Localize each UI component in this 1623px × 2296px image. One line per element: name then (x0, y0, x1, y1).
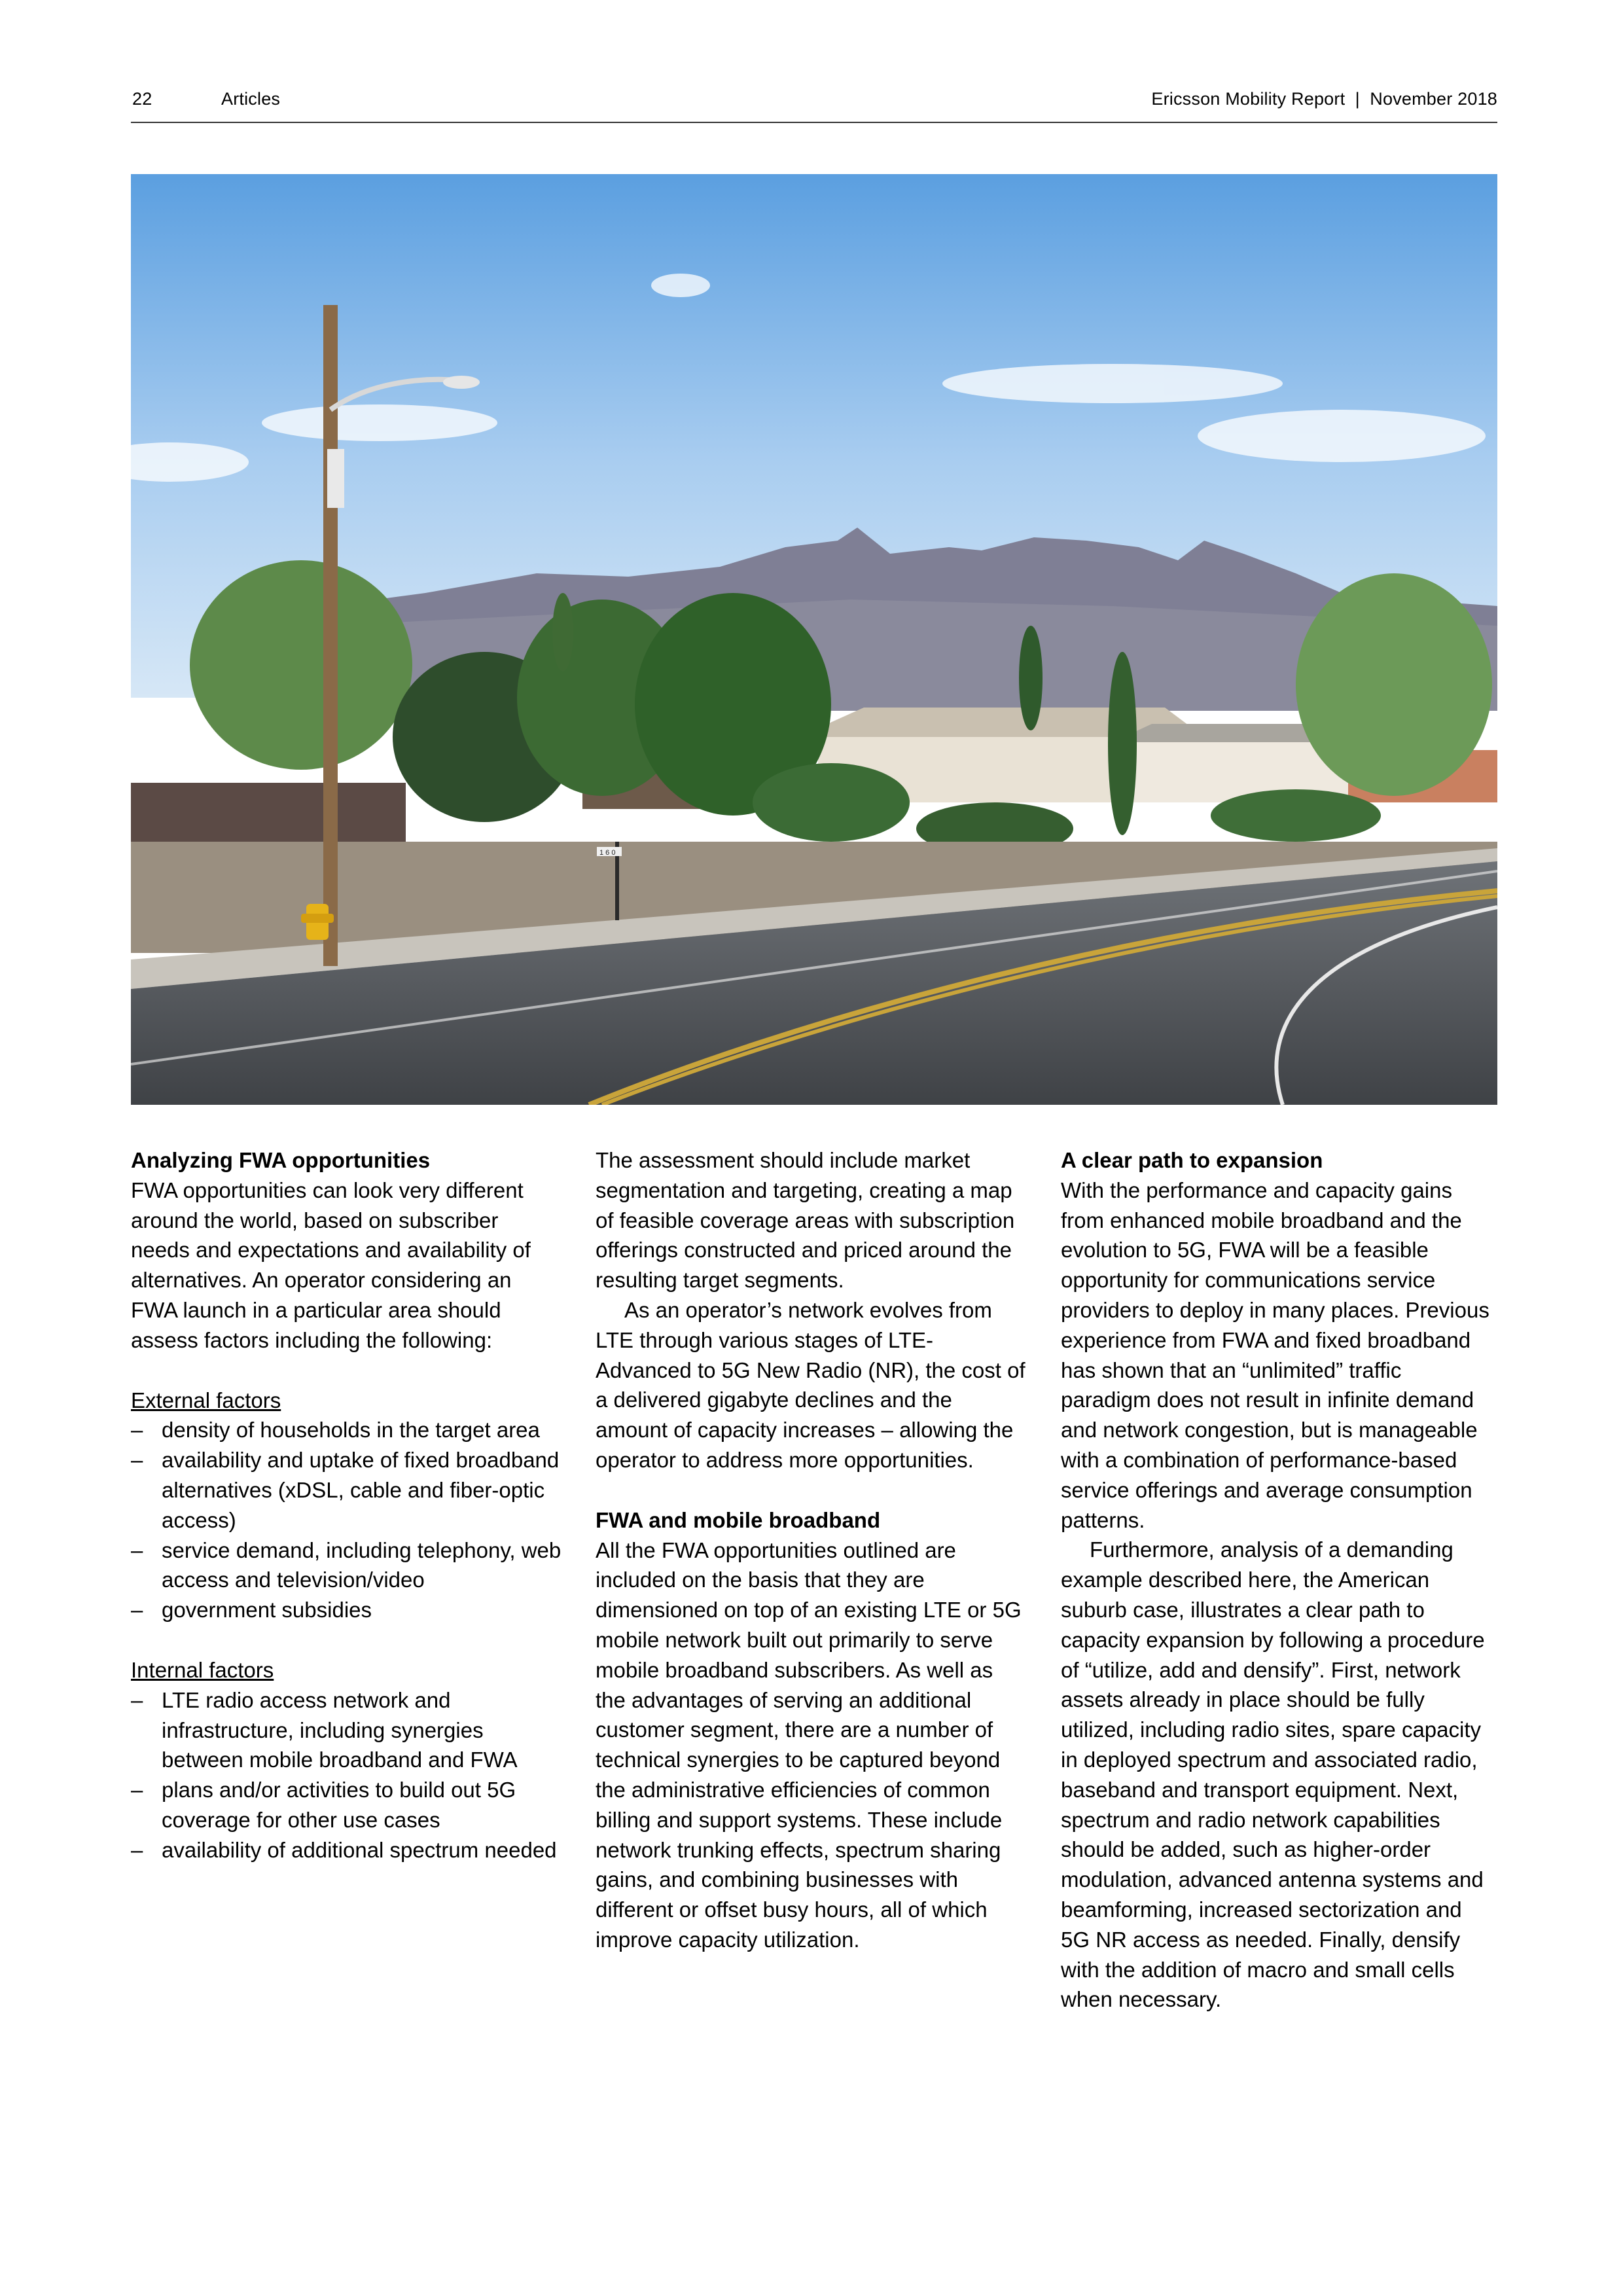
report-title: Ericsson Mobility Report | November 2018 (1151, 89, 1497, 109)
page-number: 22 (132, 89, 152, 109)
column-1 (131, 1145, 563, 1865)
col2-para1: The assessment should include market segmentation and targeting, creating a map of feasible coverage areas with subscription offerings constructed and priced around the resulting target segments. (596, 1148, 1015, 1293)
list-item: – availability of additional spectrum needed (131, 1835, 563, 1865)
col3-para1: With the performance and capacity gains from enhanced mobile broadband and the evolution to 5G, FWA will be a feasible opportunity for communications service providers to deploy in many places. Previous experience from FWA and fixed broadband has shown that an “unlimited” traffic paradigm does not result in infinite demand and network congestion, but is manageable with a combination of performance-based service offerings and average consumption patterns. (1061, 1177, 1489, 1532)
heading-fwa-mobile-broadband: FWA and mobile broadband (596, 1507, 881, 1532)
list-item: – government subsidies (131, 1595, 563, 1625)
page-header (131, 85, 1497, 123)
internal-factors-label: Internal factors (131, 1657, 274, 1682)
column-3 (1061, 1145, 1493, 2015)
list-item: – availability and uptake of fixed broadband alternatives (xDSL, cable and fiber-optic access) (131, 1445, 563, 1535)
col2-para2: As an operator’s network evolves from LTE through various stages of LTE-Advanced to 5G New Radio (NR), the cost of a delivered gigabyte declines and the amount of capacity increases – allowing the operator to address more opportunities. (596, 1297, 1026, 1472)
col2-para3: All the FWA opportunities outlined are included on the basis that they are dimensioned on top of an existing LTE or 5G mobile network built out primarily to serve mobile broadband subscribers. As well as the advantages of serving an additional customer segment, there are a number of technical synergies to be captured beyond the administrative efficiencies of common billing and support systems. These include network trunking effects, spectrum sharing gains, and combining businesses with different or offset busy hours, all of which improve capacity utilization. (596, 1537, 1022, 1952)
external-factors-list (131, 1415, 563, 1625)
col3-para2: Furthermore, analysis of a demanding example described here, the American suburb case, illustrates a clear path to capacity expansion by following a procedure of “utilize, add and densify”. First, network assets already in place should be fully utilized, including radio sites, spare capacity in deployed spectrum and associated radio, baseband and transport equipment. Next, spectrum and radio network capabilities should be added, such as higher-order modulation, advanced antenna systems and beamforming, increased sectorization and 5G NR access as needed. Finally, densify with the addition of macro and small cells when necessary. (1061, 1537, 1485, 2012)
heading-clear-path: A clear path to expansion (1061, 1148, 1323, 1172)
heading-analyzing-fwa: Analyzing FWA opportunities (131, 1148, 431, 1172)
street-photo-illustration (131, 174, 1497, 1105)
list-item: – service demand, including telephony, web access and television/video (131, 1535, 563, 1596)
list-item: – density of households in the target area (131, 1415, 563, 1445)
list-item: – plans and/or activities to build out 5G coverage for other use cases (131, 1775, 563, 1835)
internal-factors-list (131, 1685, 563, 1865)
external-factors-label: External factors (131, 1388, 281, 1412)
list-item: – LTE radio access network and infrastructure, including synergies between mobile broadband and FWA (131, 1685, 563, 1775)
col1-intro: FWA opportunities can look very different around the world, based on subscriber needs and expectations and availability of alternatives. An operator considering an FWA launch in a particular area should assess factors including the following: (131, 1177, 531, 1352)
section-label: Articles (221, 89, 281, 109)
column-2 (596, 1145, 1027, 1955)
street-photo (131, 174, 1497, 1105)
address-sign-text: 1 6 0 (599, 849, 616, 857)
